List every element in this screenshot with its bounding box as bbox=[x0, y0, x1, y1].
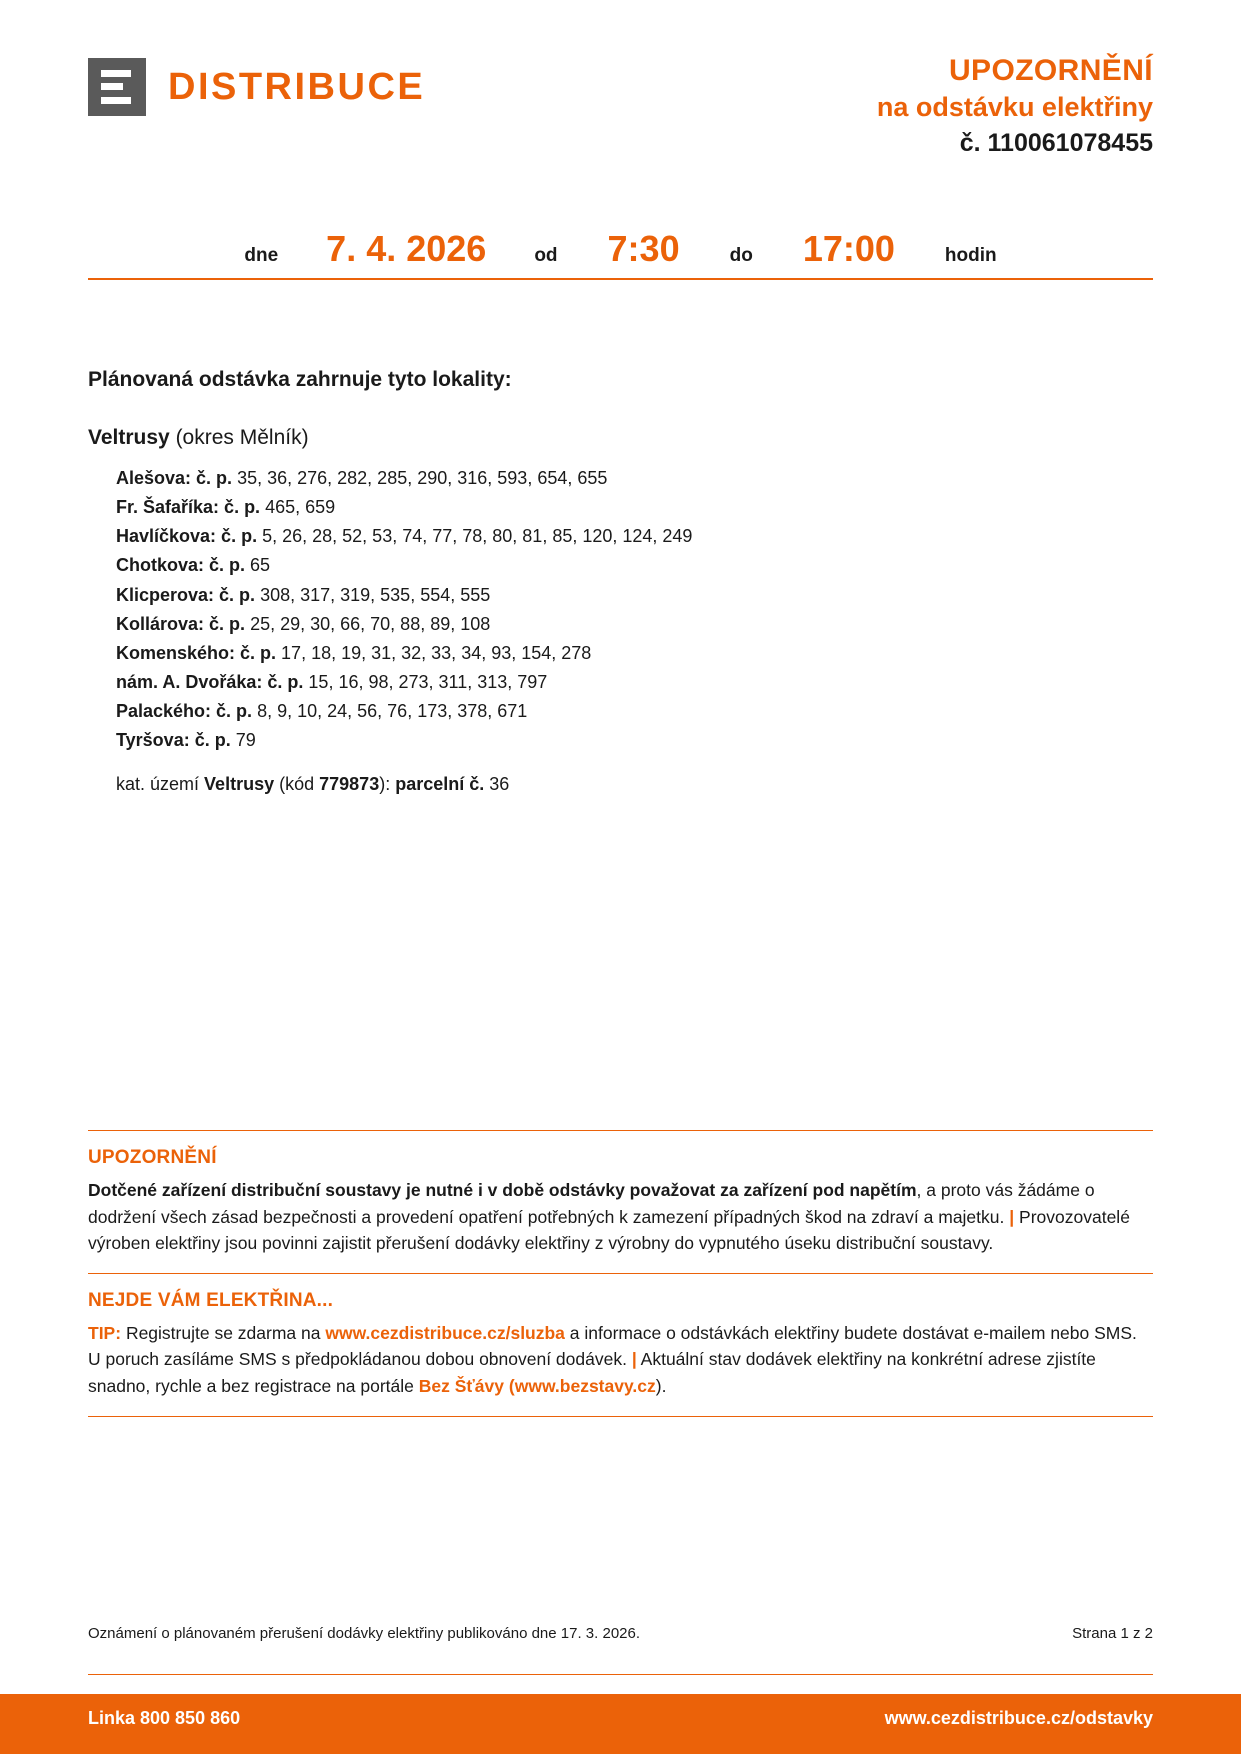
city-heading bbox=[88, 426, 1153, 450]
list-item bbox=[116, 726, 1153, 755]
document-subtitle: na odstávku elektřiny bbox=[876, 91, 1153, 122]
cez-e-logo-icon bbox=[88, 58, 146, 116]
street-name: Chotkova: č. p. bbox=[116, 555, 246, 576]
warning-block bbox=[88, 1131, 1153, 1273]
warning-bold-lead: Dotčené zařízení distribuční soustavy je nutné i v době odstávky považovat za zařízení pod napětím bbox=[88, 1180, 917, 1200]
street-name: Tyršova: č. p. bbox=[116, 730, 231, 751]
tip-label: TIP: bbox=[88, 1322, 122, 1343]
outage-time-from: 7:30 bbox=[607, 228, 680, 269]
portal-link-open: ( bbox=[508, 1375, 515, 1396]
document-title-block bbox=[877, 52, 1153, 159]
divider bbox=[88, 1416, 1153, 1417]
help-text-part2: a informace o odstávkách elektřiny budete dostávat e-mailem nebo SMS. U poruch zasíláme SMS s předpokládanou dobou obnovení dodávek. bbox=[88, 1322, 1137, 1370]
list-item bbox=[116, 668, 1153, 697]
portal-link[interactable]: www.bezstavy.cz bbox=[514, 1375, 656, 1396]
street-name: Fr. Šafaříka: č. p. bbox=[116, 497, 261, 518]
street-name: Alešova: č. p. bbox=[116, 468, 233, 488]
footer-divider bbox=[88, 1674, 1153, 1675]
published-text: Oznámení o plánovaném přerušení dodávky elektřiny publikováno dne 17. 3. 2026. bbox=[88, 1625, 641, 1642]
street-numbers: 8, 9, 10, 24, 56, 76, 173, 378, 671 bbox=[257, 701, 528, 722]
outage-datetime-bar bbox=[88, 228, 1153, 280]
cadastre-line bbox=[116, 774, 1153, 795]
street-name: Havlíčkova: č. p. bbox=[116, 526, 258, 547]
street-name: Komenského: č. p. bbox=[116, 642, 277, 663]
portal-link-close: ). bbox=[655, 1375, 667, 1396]
label-hodin: hodin bbox=[944, 245, 997, 266]
street-name: Klicperova: č. p. bbox=[116, 584, 256, 605]
cadastre-prefix: kat. území bbox=[116, 773, 200, 794]
outage-time-to: 17:00 bbox=[802, 228, 895, 269]
street-numbers: 25, 29, 30, 66, 70, 88, 89, 108 bbox=[250, 613, 491, 634]
published-line bbox=[88, 1625, 1153, 1642]
text-separator: | bbox=[631, 1349, 637, 1370]
document-title: UPOZORNĚNÍ bbox=[948, 54, 1153, 87]
page-number: Strana 1 z 2 bbox=[1072, 1625, 1153, 1642]
street-numbers: 465, 659 bbox=[265, 497, 336, 518]
notices-section bbox=[88, 1130, 1153, 1417]
help-text bbox=[88, 1320, 1153, 1400]
list-item bbox=[116, 551, 1153, 580]
cadastre-code-label: (kód bbox=[279, 773, 315, 794]
street-numbers: 5, 26, 28, 52, 53, 74, 77, 78, 80, 81, 85, 120, 124, 249 bbox=[262, 526, 693, 547]
warning-text bbox=[88, 1177, 1153, 1257]
warning-title: UPOZORNĚNÍ bbox=[88, 1147, 217, 1168]
locality-intro: Plánovaná odstávka zahrnuje tyto lokality: bbox=[88, 368, 512, 391]
list-item bbox=[116, 581, 1153, 610]
list-item bbox=[116, 610, 1153, 639]
footer-web-link[interactable]: www.cezdistribuce.cz/odstavky bbox=[884, 1708, 1153, 1728]
document-number: č. 110061078455 bbox=[959, 128, 1153, 157]
label-do: do bbox=[729, 245, 753, 266]
list-item bbox=[116, 697, 1153, 726]
list-item bbox=[116, 639, 1153, 668]
parcel-label: parcelní č. bbox=[395, 773, 485, 794]
label-od: od bbox=[534, 245, 558, 266]
cadastre-code: 779873 bbox=[319, 773, 380, 794]
label-dne: dne bbox=[244, 245, 279, 266]
street-numbers: 17, 18, 19, 31, 32, 33, 34, 93, 154, 278 bbox=[281, 642, 592, 663]
city-district: (okres Mělník) bbox=[175, 426, 309, 449]
portal-name: Bez Šťávy bbox=[418, 1375, 505, 1396]
street-name: nám. A. Dvořáka: č. p. bbox=[116, 672, 304, 693]
help-text-part1: Registrujte se zdarma na bbox=[125, 1322, 321, 1343]
parcel-number: 36 bbox=[489, 773, 510, 794]
street-list bbox=[116, 464, 1153, 756]
street-name: Palackého: č. p. bbox=[116, 701, 253, 722]
street-numbers: 15, 16, 98, 273, 311, 313, 797 bbox=[308, 672, 548, 693]
street-numbers: 65 bbox=[250, 555, 271, 576]
help-text-part3: Aktuální stav dodávek elektřiny na konkrétní adrese zjistíte snadno, rychle a bez registrace na portále bbox=[88, 1349, 1096, 1396]
help-title: NEJDE VÁM ELEKTŘINA... bbox=[88, 1289, 334, 1311]
document-footer bbox=[0, 1694, 1241, 1754]
list-item bbox=[116, 522, 1153, 551]
cadastre-name: Veltrusy bbox=[204, 773, 275, 794]
brand-logo bbox=[88, 58, 425, 116]
logo-text: DISTRIBUCE bbox=[168, 65, 426, 108]
street-name: Kollárova: č. p. bbox=[116, 613, 246, 634]
city-name: Veltrusy bbox=[88, 426, 170, 449]
text-separator: | bbox=[1009, 1206, 1015, 1227]
cadastre-code-suffix: ): bbox=[379, 773, 391, 794]
locality-section bbox=[88, 368, 1153, 795]
service-link[interactable]: www.cezdistribuce.cz/sluzba bbox=[325, 1322, 565, 1343]
warning-text-part1: , a proto vás žádáme o dodržení všech zásad bezpečnosti a provedení opatření potřebných k zamezení případných škod na zdraví a majetku. bbox=[88, 1180, 1095, 1227]
list-item bbox=[116, 464, 1153, 493]
outage-date: 7. 4. 2026 bbox=[326, 228, 487, 269]
list-item bbox=[116, 493, 1153, 522]
street-numbers: 35, 36, 276, 282, 285, 290, 316, 593, 654, 655 bbox=[237, 468, 608, 488]
street-numbers: 79 bbox=[235, 730, 256, 751]
document-header bbox=[88, 52, 1153, 162]
help-block bbox=[88, 1274, 1153, 1416]
footer-phone: Linka 800 850 860 bbox=[88, 1708, 241, 1728]
warning-text-part2: Provozovatelé výroben elektřiny jsou povinni zajistit přerušení dodávky elektřiny z výrobny do vypnutého úseku distribuční soustavy. bbox=[88, 1206, 1130, 1254]
street-numbers: 308, 317, 319, 535, 554, 555 bbox=[260, 584, 491, 605]
